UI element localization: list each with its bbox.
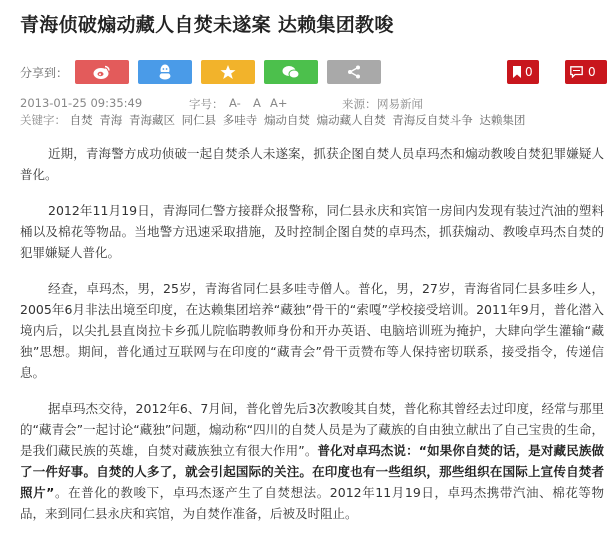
keywords-row — [20, 112, 528, 128]
keyword-tag[interactable]: 多哇寺 — [222, 113, 258, 127]
article-title: 青海侦破煽动藏人自焚未遂案 达赖集团教唆 — [20, 14, 394, 36]
article-paragraph: 2012年11月19日，青海同仁警方接群众报警称，同仁县永庆和宾馆一房间内发现有装过汽油的塑料桶以及棉花等物品。当地警方迅速采取措施，及时控制企图自焚的卓玛杰，抓获煽动、教唆卓玛杰自焚的犯罪嫌疑人普化。 — [20, 203, 604, 260]
keyword-tag[interactable]: 煽动藏人自焚 — [316, 113, 386, 127]
weibo-icon — [93, 65, 111, 80]
article-meta — [20, 96, 611, 112]
share-more-button[interactable] — [327, 60, 381, 84]
keyword-tag[interactable]: 青海藏区 — [128, 113, 175, 127]
wechat-icon — [282, 65, 300, 79]
paragraph-text: 据卓玛杰交待，2012年6、7月间，普化曾先后3次教唆其自焚，普化称其曾经去过印度，经常与那里的“藏青会”一起讨论“藏独”问题，煽动称“四川的自焚人员是为了藏族的自由独立献出了自己宝贵的生命，是我们藏民族的英雄，自焚对藏族独立有很大作用”。 — [20, 401, 604, 458]
share-wechat-button[interactable] — [264, 60, 318, 84]
comment-count-button[interactable] — [565, 60, 607, 84]
paragraph-text: 。在普化的教唆下，卓玛杰逐产生了自焚想法。2012年11月19日，卓玛杰携带汽油、棉花等物品，来到同仁县永庆和宾馆，为自焚作准备，后被及时阻止。 — [20, 485, 604, 521]
publish-date: 2013-01-25 09:35:49 — [20, 96, 143, 110]
share-bar — [20, 60, 611, 84]
bookmark-icon — [512, 66, 522, 78]
keyword-list — [66, 113, 528, 127]
comment-icon — [570, 66, 583, 78]
font-size-large[interactable]: A+ — [270, 96, 288, 110]
article-paragraph: 经查，卓玛杰，男，25岁，青海省同仁县多哇寺僧人。普化，男，27岁，青海省同仁县多哇乡人，2005年6月非法出境至印度，在达赖集团培养“藏独”骨干的“索嘎”学校接受培训。2011年9月，普化潜入境内后，以尖扎县直岗拉卡乡孤儿院临聘教师身份和开办英语、电脑培训班为掩护，大肆向学生灌输“藏独”思想。期间，普化通过互联网与在印度的“藏青会”骨干贡赞布等人保持密切联系，接受指令，传递信息。 — [20, 281, 604, 380]
share-icon — [347, 65, 361, 79]
article-paragraph — [20, 398, 604, 524]
keyword-tag[interactable]: 煽动自焚 — [263, 113, 310, 127]
source-label: 来源： — [342, 97, 377, 111]
keyword-tag[interactable]: 达赖集团 — [479, 113, 526, 127]
favorite-count-button[interactable] — [507, 60, 539, 84]
article-body — [20, 143, 604, 539]
share-qq-button[interactable] — [138, 60, 192, 84]
share-weibo-button[interactable] — [75, 60, 129, 84]
share-label: 分享到： — [20, 66, 69, 80]
keyword-tag[interactable]: 同仁县 — [181, 113, 217, 127]
keyword-tag[interactable]: 青海 — [99, 113, 123, 127]
font-size-normal[interactable]: A — [253, 96, 261, 110]
keyword-tag[interactable]: 自焚 — [69, 113, 93, 127]
source-name[interactable]: 网易新闻 — [377, 97, 423, 111]
keywords-label: 关键字： — [20, 113, 66, 127]
star-icon — [220, 65, 236, 80]
font-size-small[interactable]: A- — [229, 96, 241, 110]
font-size-label: 字号： — [189, 97, 224, 111]
share-qzone-button[interactable] — [201, 60, 255, 84]
article-paragraph: 近期，青海警方成功侦破一起自焚杀人未遂案，抓获企图自焚人员卓玛杰和煽动教唆自焚犯罪嫌疑人普化。 — [20, 146, 604, 182]
comment-count: 0 — [588, 65, 596, 79]
bold-quote: 普化对卓玛杰说：“如果你自焚的话，是对藏民族做了一件好事。自焚的人多了，就会引起国际的关注。在印度也有一些组织，那些组织在国际上宣传自焚者照片” — [20, 443, 604, 500]
qq-penguin-icon — [158, 64, 172, 80]
keyword-tag[interactable]: 青海反自焚斗争 — [392, 113, 473, 127]
favorite-count: 0 — [525, 65, 533, 79]
